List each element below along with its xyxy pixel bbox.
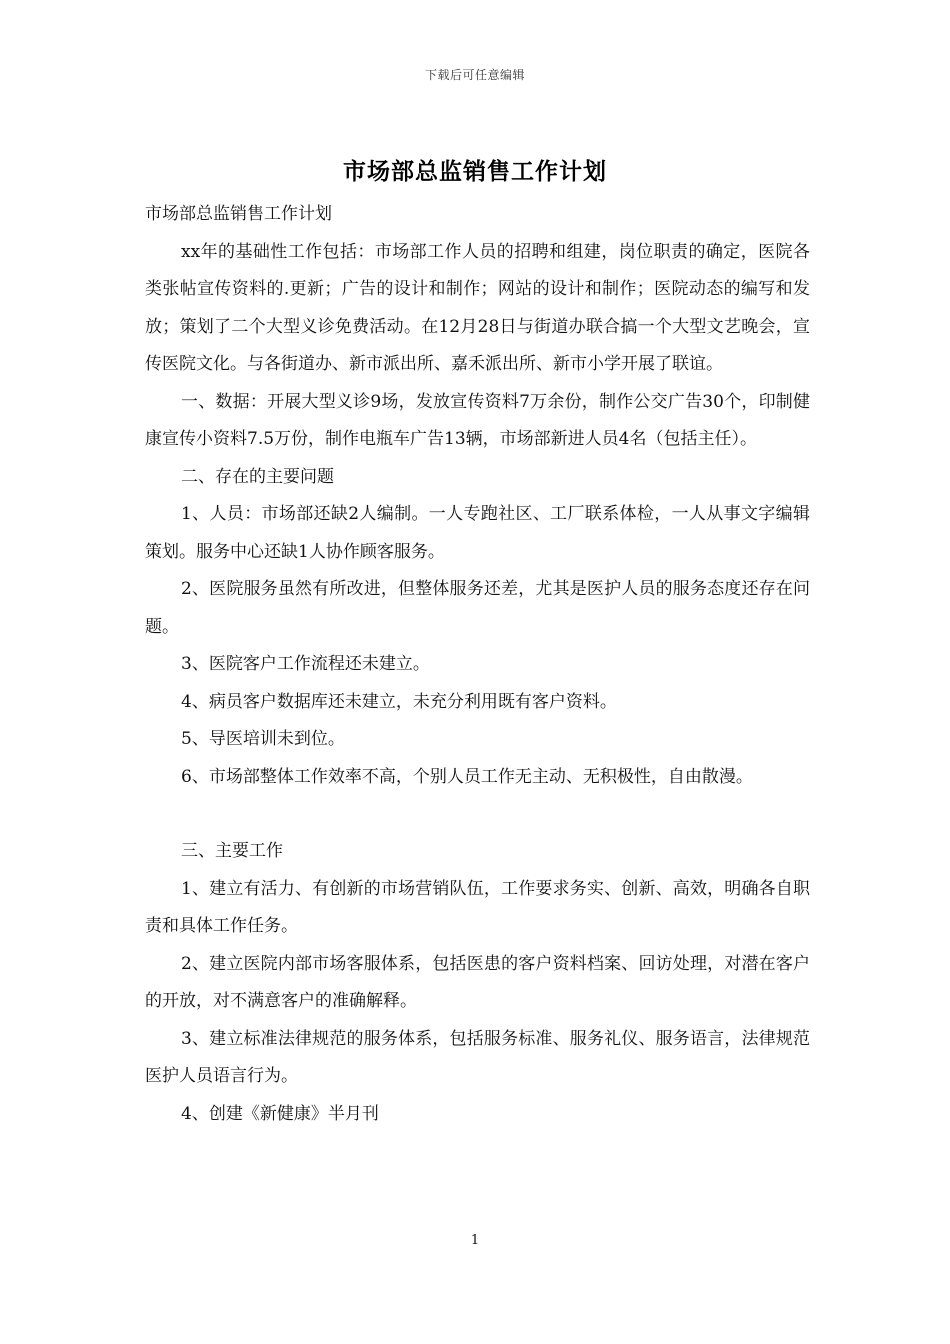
work-item-3: 3、建立标准法律规范的服务体系，包括服务标准、服务礼仪、服务语言，法律规范医护人员语言行为。 (145, 1028, 810, 1086)
paragraph-data: 一、数据：开展大型义诊9场，发放宣传资料7万余份，制作公交广告30个，印制健康宣传小资料7.5万份，制作电瓶车广告13辆，市场部新进人员4名（包括主任）。 (145, 391, 810, 449)
document-title: 市场部总监销售工作计划 (343, 158, 607, 185)
page-number: 1 (470, 1233, 480, 1248)
problem-item-6: 6、市场部整体工作效率不高，个别人员工作无主动、无积极性，自由散漫。 (181, 766, 753, 787)
work-item-4: 4、创建《新健康》半月刊 (181, 1103, 379, 1124)
document-body (145, 196, 810, 1133)
problem-item-3: 3、医院客户工作流程还未建立。 (181, 654, 430, 674)
problem-item-1: 1、人员：市场部还缺2人编制。一人专跑社区、工厂联系体检，一人从事文字编辑策划。服务中心还缺1人协作顾客服务。 (145, 504, 810, 562)
page-header-note: 下载后可任意编辑 (424, 68, 525, 82)
document-subtitle: 市场部总监销售工作计划 (145, 204, 332, 224)
problem-item-5: 5、导医培训未到位。 (181, 729, 345, 749)
problem-item-2: 2、医院服务虽然有所改进，但整体服务还差，尤其是医护人员的服务态度还存在问题。 (145, 579, 810, 637)
work-item-2: 2、建立医院内部市场客服体系，包括医患的客户资料档案、回访处理，对潜在客户的开放，对不满意客户的准确解释。 (145, 953, 810, 1011)
section-heading-main-work: 三、主要工作 (181, 841, 283, 861)
section-heading-problems: 二、存在的主要问题 (181, 466, 334, 487)
problem-item-4: 4、病员客户数据库还未建立，未充分利用既有客户资料。 (181, 691, 617, 712)
work-item-1: 1、建立有活力、有创新的市场营销队伍，工作要求务实、创新、高效，明确各自职责和具体工作任务。 (145, 878, 810, 936)
paragraph-summary: xx年的基础性工作包括：市场部工作人员的招聘和组建，岗位职责的确定，医院各类张帖宣传资料的.更新；广告的设计和制作；网站的设计和制作；医院动态的编写和发放；策划了二个大型义诊免费活动。在12月28日与街道办联合搞一个大型文艺晚会，宣传医院文化。与各街道办、新市派出所、嘉禾派出所、新市小学开展了联谊。 (145, 241, 810, 374)
